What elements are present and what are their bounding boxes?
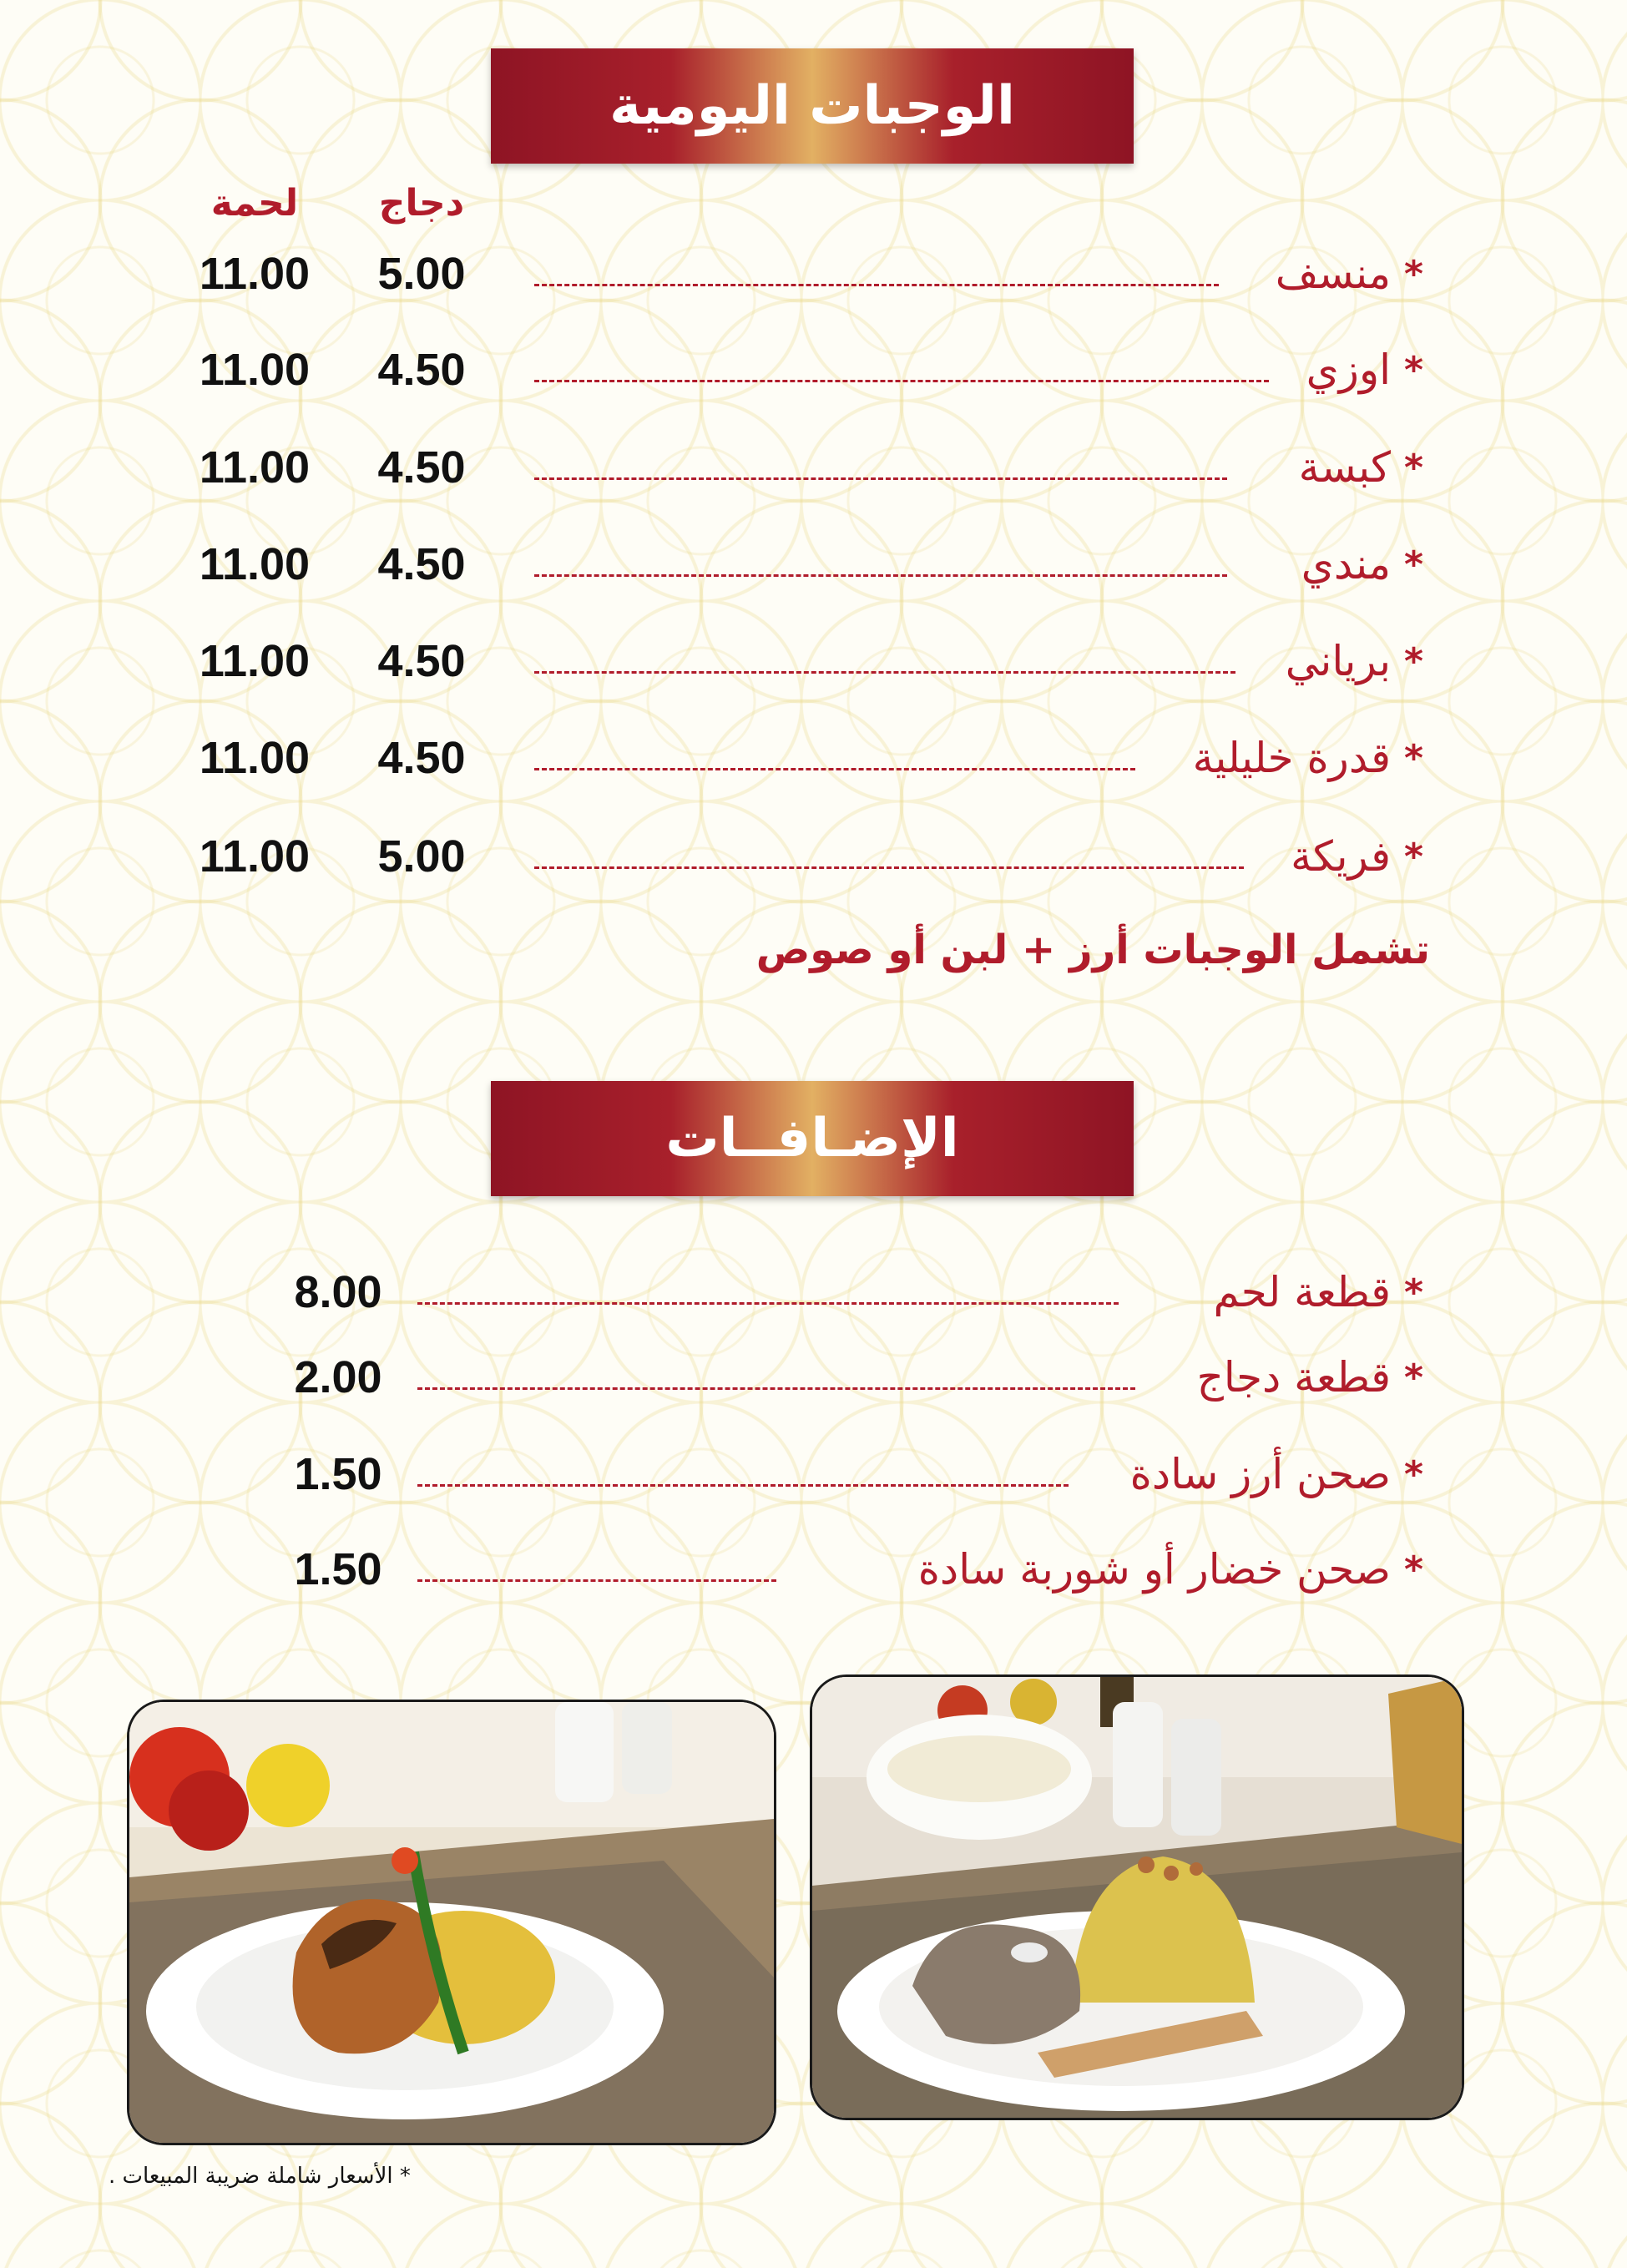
dotted-leader bbox=[534, 866, 1244, 869]
bullet-star: * bbox=[1403, 543, 1423, 586]
additions-title: الإضـافــات bbox=[665, 1108, 959, 1169]
column-header-chicken: دجاج bbox=[378, 182, 465, 225]
dotted-leader bbox=[417, 1484, 1069, 1487]
bullet-star: * bbox=[1403, 446, 1423, 489]
menu-item-name: * قدرة خليلية bbox=[1192, 734, 1423, 782]
price-chicken: 4.50 bbox=[377, 539, 466, 589]
addition-item-row bbox=[0, 1259, 1627, 1326]
tax-included-note: * الأسعار شاملة ضريبة المبيعات . bbox=[109, 2164, 411, 2189]
menu-item-name: * مندي bbox=[1301, 540, 1423, 588]
menu-item-name: * برياني bbox=[1285, 637, 1423, 685]
price-meat: 11.00 bbox=[199, 345, 311, 395]
price-chicken: 4.50 bbox=[377, 345, 466, 395]
addition-price: 1.50 bbox=[294, 1544, 382, 1594]
daily-meals-banner bbox=[491, 48, 1134, 164]
dotted-leader bbox=[534, 380, 1269, 382]
dotted-leader bbox=[534, 477, 1227, 480]
bullet-star: * bbox=[1403, 835, 1423, 878]
addition-price: 8.00 bbox=[294, 1267, 382, 1317]
price-meat: 11.00 bbox=[199, 442, 311, 492]
additions-banner bbox=[491, 1081, 1134, 1196]
dotted-leader bbox=[534, 284, 1219, 286]
menu-item-row bbox=[0, 531, 1627, 598]
price-chicken: 5.00 bbox=[377, 249, 466, 299]
price-meat: 11.00 bbox=[199, 539, 311, 589]
column-header-meat: لحمة bbox=[210, 182, 299, 225]
bullet-star: * bbox=[1403, 348, 1423, 391]
price-chicken: 4.50 bbox=[377, 636, 466, 686]
price-meat: 11.00 bbox=[199, 249, 311, 299]
menu-item-name: * اوزي bbox=[1306, 346, 1423, 394]
addition-item-row bbox=[0, 1536, 1627, 1603]
dotted-leader bbox=[534, 574, 1227, 577]
addition-item-name: * قطعة لحم bbox=[1213, 1268, 1423, 1316]
meals-include-note: تشمل الوجبات أرز + لبن أو صوص bbox=[755, 927, 1430, 973]
bullet-star: * bbox=[1403, 736, 1423, 780]
dotted-leader bbox=[534, 768, 1135, 770]
addition-item-row bbox=[0, 1441, 1627, 1508]
addition-item-name: * صحن خضار أو شوربة سادة bbox=[917, 1545, 1423, 1594]
bullet-star: * bbox=[1403, 1452, 1423, 1496]
menu-item-row bbox=[0, 823, 1627, 890]
dotted-leader bbox=[417, 1302, 1119, 1305]
addition-item-name: * قطعة دجاج bbox=[1196, 1353, 1423, 1402]
menu-item-name: * كبسة bbox=[1298, 443, 1423, 492]
addition-price: 2.00 bbox=[294, 1352, 382, 1402]
price-meat: 11.00 bbox=[199, 733, 311, 783]
dotted-leader bbox=[417, 1579, 776, 1582]
addition-item-name: * صحن أرز سادة bbox=[1129, 1450, 1423, 1498]
price-chicken: 4.50 bbox=[377, 733, 466, 783]
bullet-star: * bbox=[1403, 252, 1423, 295]
dotted-leader bbox=[534, 671, 1235, 674]
price-chicken: 5.00 bbox=[377, 831, 466, 881]
grilled-chicken-rice-plate-photo bbox=[127, 1700, 776, 2145]
menu-item-name: * منسف bbox=[1275, 250, 1423, 298]
menu-item-name: * فريكة bbox=[1291, 832, 1423, 881]
menu-item-row bbox=[0, 725, 1627, 791]
menu-item-row bbox=[0, 434, 1627, 501]
menu-item-row bbox=[0, 628, 1627, 695]
bullet-star: * bbox=[1403, 1548, 1423, 1591]
addition-price: 1.50 bbox=[294, 1449, 382, 1499]
lamb-mansaf-plate-photo bbox=[810, 1674, 1464, 2120]
menu-item-row bbox=[0, 336, 1627, 403]
price-meat: 11.00 bbox=[199, 831, 311, 881]
dotted-leader bbox=[417, 1387, 1135, 1390]
price-meat: 11.00 bbox=[199, 636, 311, 686]
daily-meals-title: الوجبات اليومية bbox=[609, 75, 1015, 137]
bullet-star: * bbox=[1403, 639, 1423, 683]
menu-item-row bbox=[0, 240, 1627, 307]
bullet-star: * bbox=[1403, 1270, 1423, 1314]
addition-item-row bbox=[0, 1344, 1627, 1411]
price-chicken: 4.50 bbox=[377, 442, 466, 492]
bullet-star: * bbox=[1403, 1356, 1423, 1399]
